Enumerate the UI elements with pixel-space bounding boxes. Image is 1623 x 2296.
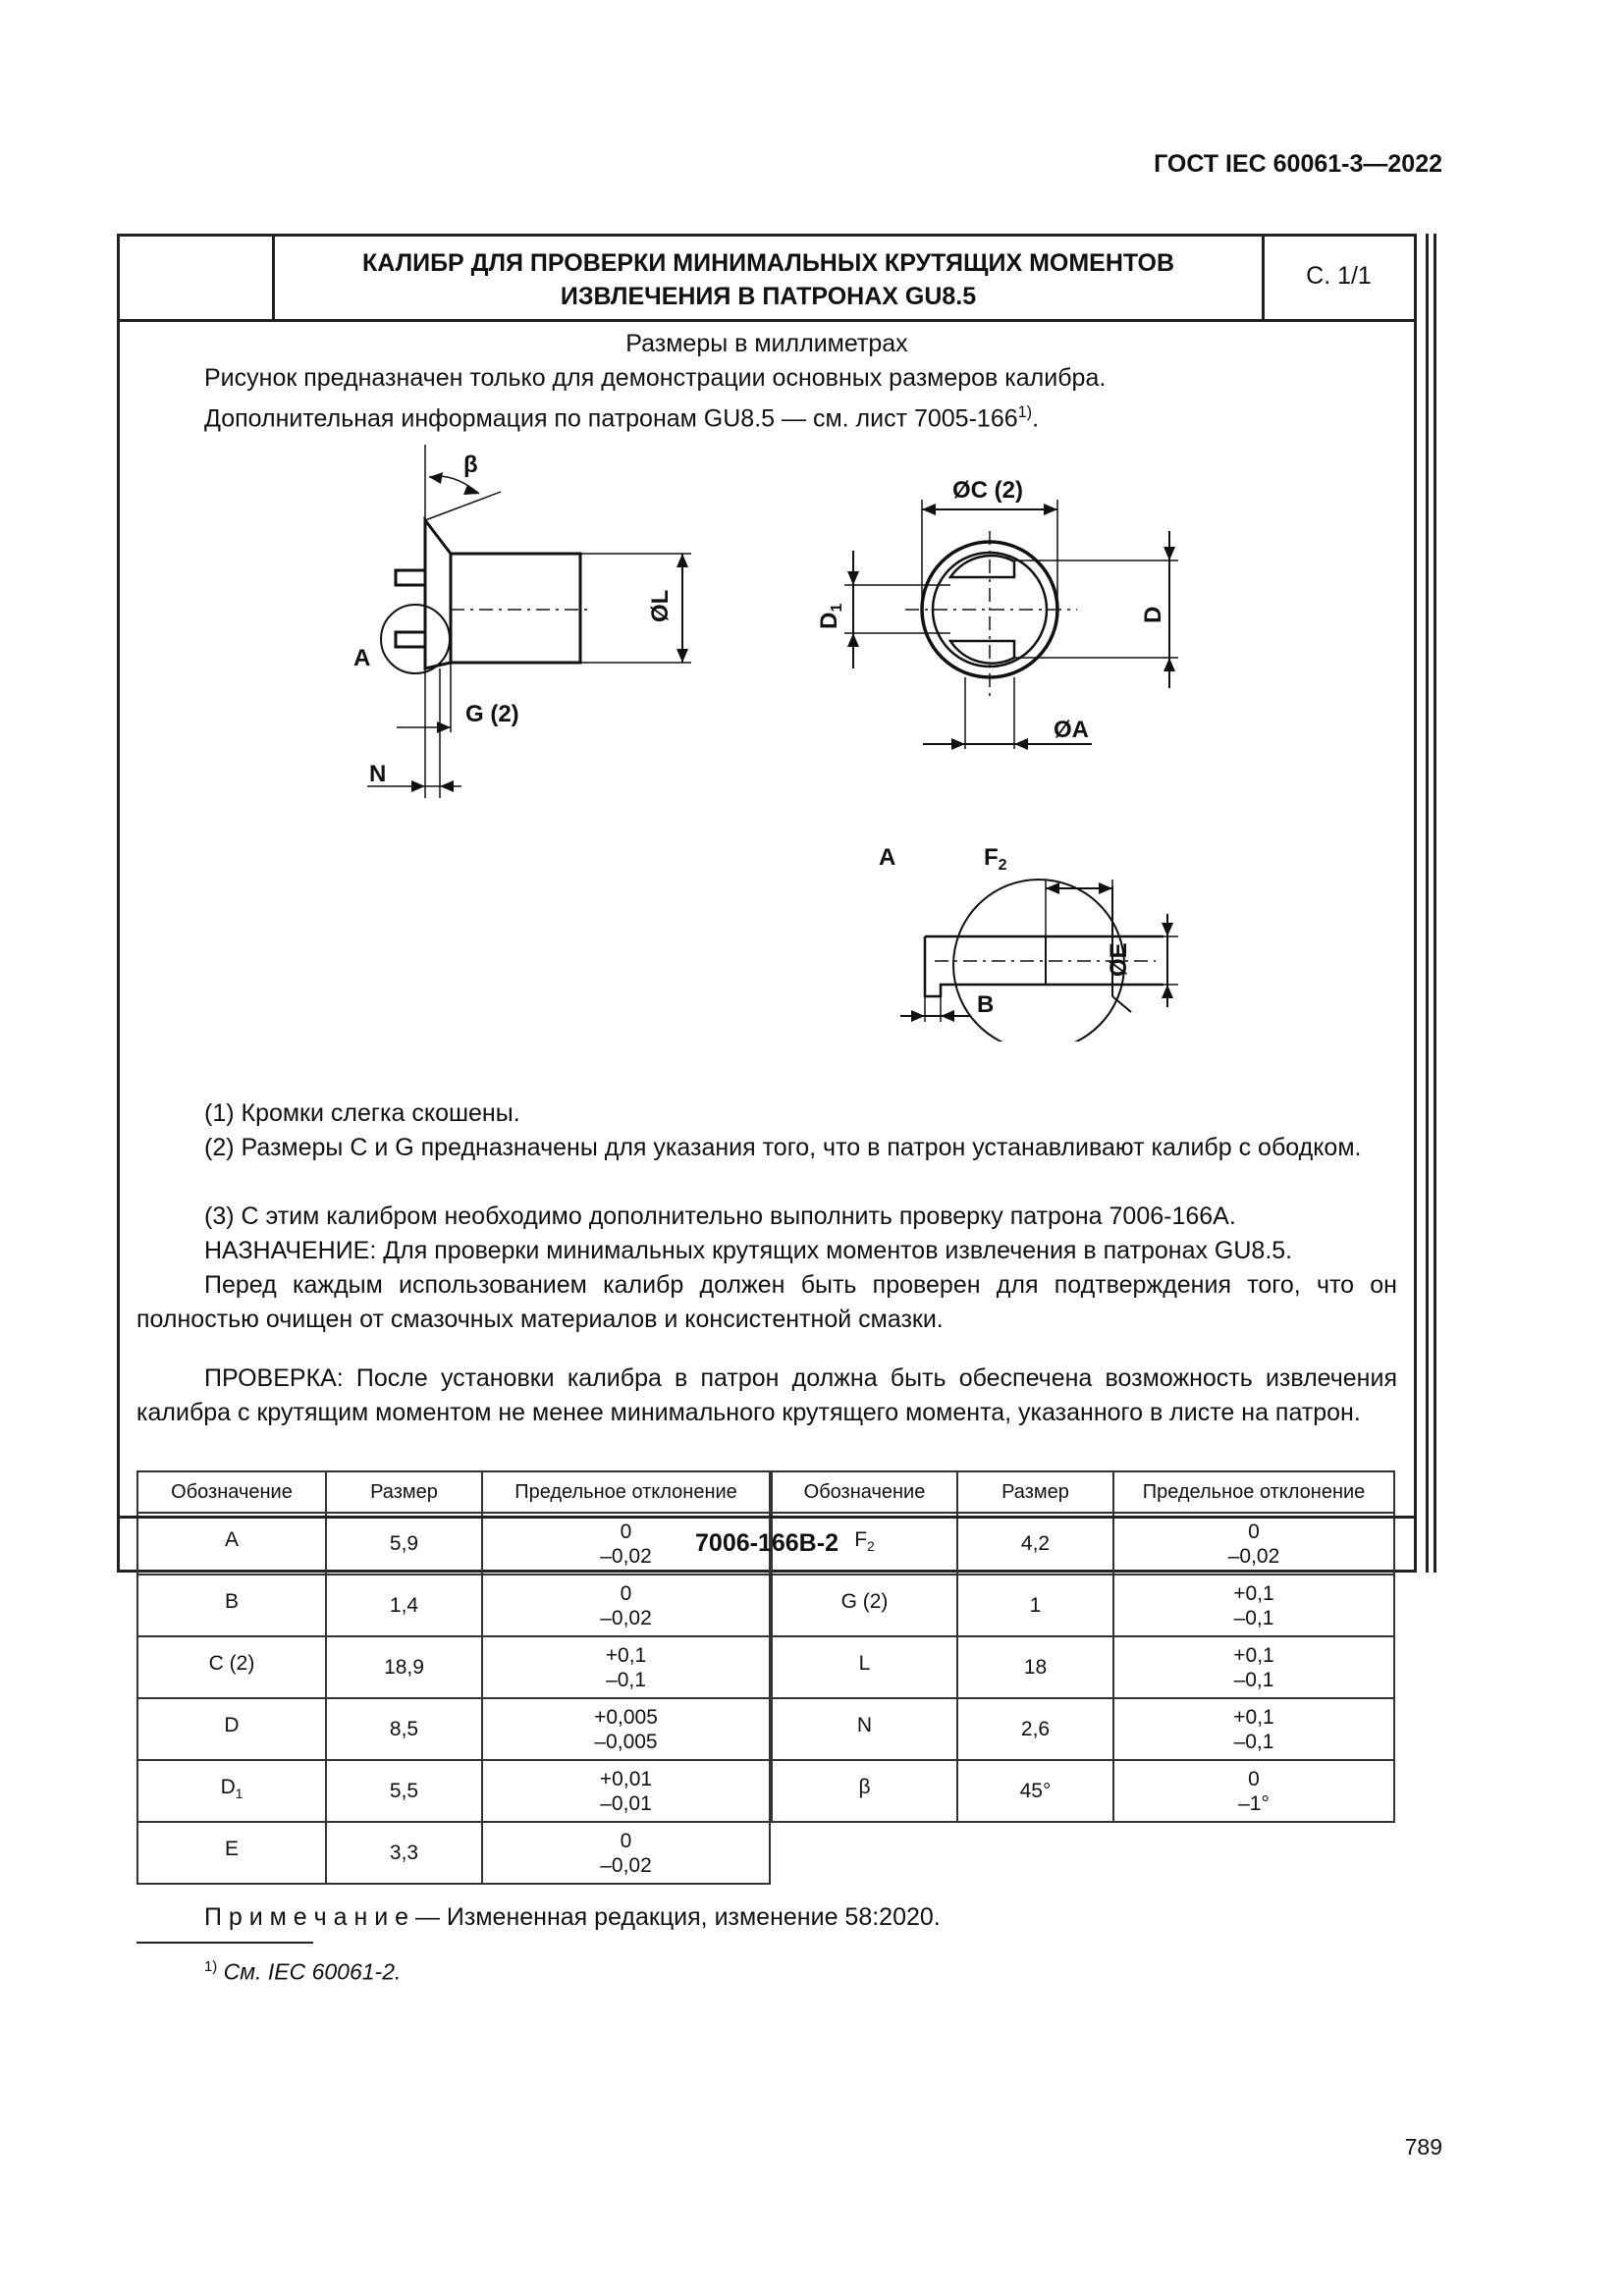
tolerance-cell: +0,1 –0,1 xyxy=(1113,1698,1394,1760)
table-row xyxy=(772,1760,1394,1822)
tolerance-cell: +0,01 –0,01 xyxy=(482,1760,770,1822)
arrowhead xyxy=(440,780,454,792)
footnote-separator xyxy=(136,1942,313,1944)
arrowhead xyxy=(1162,923,1173,936)
table-row xyxy=(137,1575,770,1636)
gauge-rim-outline xyxy=(425,520,451,668)
label-d1: $D_1$ xyxy=(816,603,845,629)
arrowhead xyxy=(1163,658,1175,671)
sheet-title: КАЛИБР ДЛЯ ПРОВЕРКИ МИНИМАЛЬНЫХ КРУТЯЩИХ МОМЕНТОВ ИЗВЛЕЧЕНИЯ В ПАТРОНАХ GU8.5 xyxy=(361,249,1175,310)
label-diameter-c2: ØC (2) xyxy=(952,477,1023,504)
tolerance-cell: +0,1 –0,1 xyxy=(1113,1575,1394,1636)
designation-cell: β xyxy=(772,1760,957,1822)
extension-beta-slanted xyxy=(425,492,501,520)
detail-circle-a xyxy=(381,605,450,673)
size-cell: 1,4 xyxy=(326,1575,482,1636)
label-diameter-l: ØL xyxy=(647,589,674,622)
arrowhead xyxy=(922,504,936,515)
frame-rule xyxy=(1434,234,1436,1573)
purpose-text: НАЗНАЧЕНИЕ: Для проверки минимальных крутящих моментов извлечения в патронах GU8.5. xyxy=(204,1237,1293,1264)
arrowhead xyxy=(1162,985,1173,998)
note-3: (3) С этим калибром необходимо дополнительно выполнить проверку патрона 7006-166A. xyxy=(204,1202,1236,1230)
size-cell: 18,9 xyxy=(326,1636,482,1698)
sheet-page-indicator: С. 1/1 xyxy=(1306,262,1372,290)
label-detail-a-title: A xyxy=(879,844,896,871)
note-2: (2) Размеры C и G предназначены для указания того, что в патрон устанавливают калибр с ободком. xyxy=(204,1134,1362,1161)
tolerance-cell: 0 –0,02 xyxy=(1113,1513,1394,1575)
column-header-designation: Обозначение xyxy=(772,1471,957,1513)
front-slot-lower xyxy=(950,641,1014,664)
column-header-size: Размер xyxy=(326,1471,482,1513)
gauge-body-outline xyxy=(451,554,580,663)
designation-cell: $D_1$ xyxy=(137,1760,326,1822)
label-diameter-a: ØA xyxy=(1054,717,1089,743)
size-cell: 4,2 xyxy=(957,1513,1113,1575)
arrowhead xyxy=(1099,882,1112,894)
column-header-designation: Обозначение xyxy=(137,1471,326,1513)
label-g2: G (2) xyxy=(465,701,519,727)
tolerance-cell: 0 –0,02 xyxy=(482,1513,770,1575)
designation-cell: E xyxy=(137,1822,326,1884)
sheet-frame xyxy=(117,234,1417,1985)
gauge-pin-upper xyxy=(396,570,425,585)
gauge-pin-lower xyxy=(396,632,425,647)
check-text: ПРОВЕРКА: После установки калибра в патрон должна быть обеспечена возможность извлечения калибра с крутящим моментом не менее минимального крутящего момента, указанного в листе на патрон. xyxy=(136,1364,1397,1426)
arrowhead xyxy=(1014,738,1028,750)
arrowhead xyxy=(951,738,965,750)
front-slot-upper xyxy=(950,556,1014,577)
arrowhead xyxy=(437,721,451,733)
arrowhead xyxy=(941,1010,954,1022)
table-row xyxy=(772,1698,1394,1760)
designation-cell: N xyxy=(772,1698,957,1760)
gauge-drawing xyxy=(120,237,1414,1041)
note-1: (1) Кромки слегка скошены. xyxy=(204,1099,520,1127)
label-detail-a: A xyxy=(353,645,371,671)
column-header-size: Размер xyxy=(957,1471,1113,1513)
table-row xyxy=(137,1698,770,1760)
arrowhead xyxy=(463,485,479,495)
size-cell: 45° xyxy=(957,1760,1113,1822)
column-header-tolerance: Предельное отклонение xyxy=(1113,1471,1394,1513)
intro-line-2: Дополнительная информация по патронам GU8.5 — см. лист 7005-166$^{1)}$. xyxy=(204,403,1040,433)
table-row xyxy=(772,1575,1394,1636)
arrowhead xyxy=(1046,882,1059,894)
label-beta: β xyxy=(463,452,478,478)
page-number: 789 xyxy=(1404,2134,1442,2160)
standard-number: ГОСТ IEC 60061-3—2022 xyxy=(1154,150,1442,178)
table-row xyxy=(137,1822,770,1884)
size-cell: 8,5 xyxy=(326,1698,482,1760)
designation-cell: B xyxy=(137,1575,326,1636)
size-cell: 3,3 xyxy=(326,1822,482,1884)
column-header-tolerance: Предельное отклонение xyxy=(482,1471,770,1513)
intro-line-1: Рисунок предназначен только для демонстрации основных размеров калибра. xyxy=(204,364,1107,392)
tolerance-cell: +0,1 –0,1 xyxy=(1113,1636,1394,1698)
size-cell: 18 xyxy=(957,1636,1113,1698)
size-cell: 1 xyxy=(957,1575,1113,1636)
arrowhead xyxy=(676,649,688,663)
tolerance-cell: 0 –1° xyxy=(1113,1760,1394,1822)
units-note: Размеры в миллиметрах xyxy=(625,330,908,357)
designation-cell: L xyxy=(772,1636,957,1698)
table-row xyxy=(772,1636,1394,1698)
size-cell: 2,6 xyxy=(957,1698,1113,1760)
label-f2: $F_2$ xyxy=(984,844,1007,874)
designation-cell: C (2) xyxy=(137,1636,326,1698)
designation-cell: A xyxy=(137,1513,326,1575)
label-d: D xyxy=(1140,606,1166,623)
cleaning-text: Перед каждым использованием калибр должен быть проверен для подтверждения того, что он полностью очищен от смазочных материалов и консистентной смазки. xyxy=(136,1271,1397,1333)
label-b: B xyxy=(977,991,995,1018)
footnote: $^{1)}$ См. IEC 60061-2. xyxy=(204,1958,402,1985)
label-diameter-e: ØE xyxy=(1106,942,1132,977)
tolerance-cell: 0 –0,02 xyxy=(482,1822,770,1884)
arrowhead xyxy=(1163,547,1175,561)
table-row xyxy=(137,1760,770,1822)
designation-cell: D xyxy=(137,1698,326,1760)
sheet-number: 7006-166B-2 xyxy=(120,1516,1414,1570)
designation-cell: $F_2$ xyxy=(772,1513,957,1575)
arrowhead xyxy=(676,554,688,567)
arrowhead xyxy=(1044,504,1057,515)
arrowhead xyxy=(411,780,425,792)
arrowhead xyxy=(847,633,859,647)
tolerance-cell: +0,1 –0,1 xyxy=(482,1636,770,1698)
size-cell: 5,5 xyxy=(326,1760,482,1822)
amendment-note: П р и м е ч а н и е — Измененная редакция, изменение 58:2020. xyxy=(204,1903,941,1931)
tolerance-cell: 0 –0,02 xyxy=(482,1575,770,1636)
table-row xyxy=(137,1636,770,1698)
arrowhead xyxy=(911,1010,925,1022)
arrowhead xyxy=(429,472,443,484)
arrowhead xyxy=(847,571,859,585)
frame-rule xyxy=(1426,234,1429,1573)
tolerance-cell: +0,005 –0,005 xyxy=(482,1698,770,1760)
designation-cell: G (2) xyxy=(772,1575,957,1636)
size-cell: 5,9 xyxy=(326,1513,482,1575)
label-n: N xyxy=(369,761,387,787)
